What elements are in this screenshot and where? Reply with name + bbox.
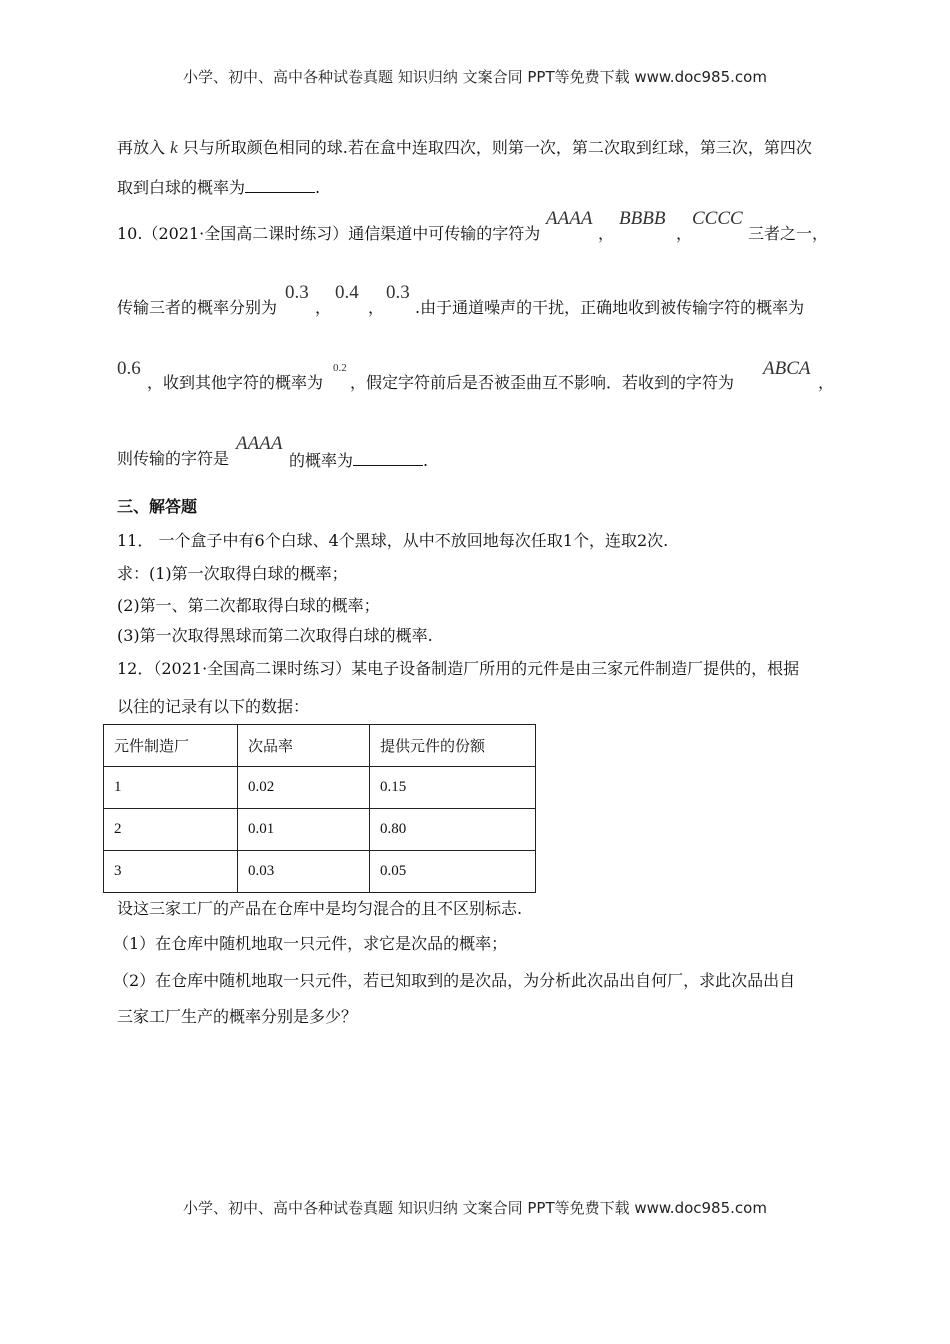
q9-text-c: 取到白球的概率为 [117,178,246,197]
q12-line-1: 12．（2021·全国高二课时练习）某电子设备制造厂所用的元件是由三家元件制造厂提供的，根据 [117,659,800,678]
section-title-answers: 三、解答题 [117,497,198,516]
q10-comma-4: ， [368,298,385,317]
page-header: 小学、初中、高中各种试卷真题 知识归纳 文案合同 PPT等免费下载 www.doc985.com [183,68,767,86]
q10-line-2-text: 传输三者的概率分别为 [117,298,278,317]
q10-string-bbbb: BBBB [619,208,666,229]
q10-comma-1: ， [598,224,615,243]
q10-line-1-text: 10.（2021·全国高二课时练习）通信渠道中可传输的字符为 [117,224,541,243]
table-header-cell: 次品率 [238,725,370,767]
table-header-row [104,725,536,767]
q11-line-1: 11． 一个盒子中有6个白球、4个黑球，从中不放回地每次任取1个，连取2次. [117,531,669,550]
q11-line-3: (2)第一、第二次都取得白球的概率； [117,596,380,615]
q12-line-5: （2）在仓库中随机地取一只元件，若已知取到的是次品，为分析此次品出自何厂，求此次品出自 [113,971,796,990]
q9-line-1 [117,138,812,158]
q9-text-b: 只与所取颜色相同的球.若在盒中连取四次，则第一次，第二次取到红球，第三次，第四次 [182,138,812,157]
q12-line-3: 设这三家工厂的产品在仓库中是均匀混合的且不区别标志. [117,899,523,918]
q9-k-variable: k [170,138,178,157]
q9-text-a: 再放入 [117,138,166,157]
q10-comma-3: ， [315,298,332,317]
q9-answer-blank[interactable] [245,176,315,193]
q10-line-3-tail: ， [818,373,835,392]
page-footer: 小学、初中、高中各种试卷真题 知识归纳 文案合同 PPT等免费下载 www.doc985.com [183,1199,767,1217]
q10-line-3-text: ，收到其他字符的概率为 [147,373,324,392]
table-row [104,809,536,851]
table-cell: 0.05 [370,851,536,893]
q10-line-4-end: . [423,451,429,470]
q9-text-d: . [315,178,321,197]
table-cell: 2 [104,809,238,851]
q10-string-aaaa: AAAA [546,208,593,229]
table-header-cell: 元件制造厂 [104,725,238,767]
table-cell: 0.15 [370,767,536,809]
q11-line-4: (3)第一次取得黑球而第二次取得白球的概率. [117,626,433,645]
table-cell: 0.01 [238,809,370,851]
table-row [104,851,536,893]
q10-string-aaaa-2: AAAA [236,433,283,454]
q10-comma-2: ， [676,224,693,243]
table-cell: 0.03 [238,851,370,893]
q10-line-2-tail: .由于通道噪声的干扰，正确地收到被传输字符的概率为 [415,298,805,317]
q10-line-4-tail [289,449,428,471]
table-cell: 3 [104,851,238,893]
q10-value-0-6: 0.6 [117,358,141,379]
q12-line-2: 以往的记录有以下的数据： [117,697,310,716]
q10-prob-3: 0.3 [386,282,410,303]
q10-line-3-mid: ，假定字符前后是否被歪曲互不影响．若收到的字符为 [350,373,735,392]
table-cell: 0.80 [370,809,536,851]
q10-line-4 [117,449,229,469]
q12-line-6: 三家工厂生产的概率分别是多少？ [117,1007,358,1026]
q10-line-4-mid: 的概率为 [289,451,354,470]
q9-line-2 [117,176,320,198]
q10-line-1-tail: 三者之一， [748,224,829,243]
q10-prob-2: 0.4 [335,282,359,303]
q12-line-4: （1）在仓库中随机地取一只元件，求它是次品的概率； [113,934,508,953]
table-row [104,767,536,809]
q10-prob-1: 0.3 [285,282,309,303]
q10-line-4-text: 则传输的字符是 [117,449,230,468]
table-header-cell: 提供元件的份额 [370,725,536,767]
table-cell: 0.02 [238,767,370,809]
q10-answer-blank[interactable] [353,449,423,466]
q10-string-cccc: CCCC [692,208,743,229]
q11-line-2: 求：(1)第一次取得白球的概率； [117,564,348,583]
q10-value-0-2: 0.2 [333,362,347,374]
table-cell: 1 [104,767,238,809]
q10-string-abca: ABCA [763,358,811,379]
q12-data-table [103,724,536,893]
